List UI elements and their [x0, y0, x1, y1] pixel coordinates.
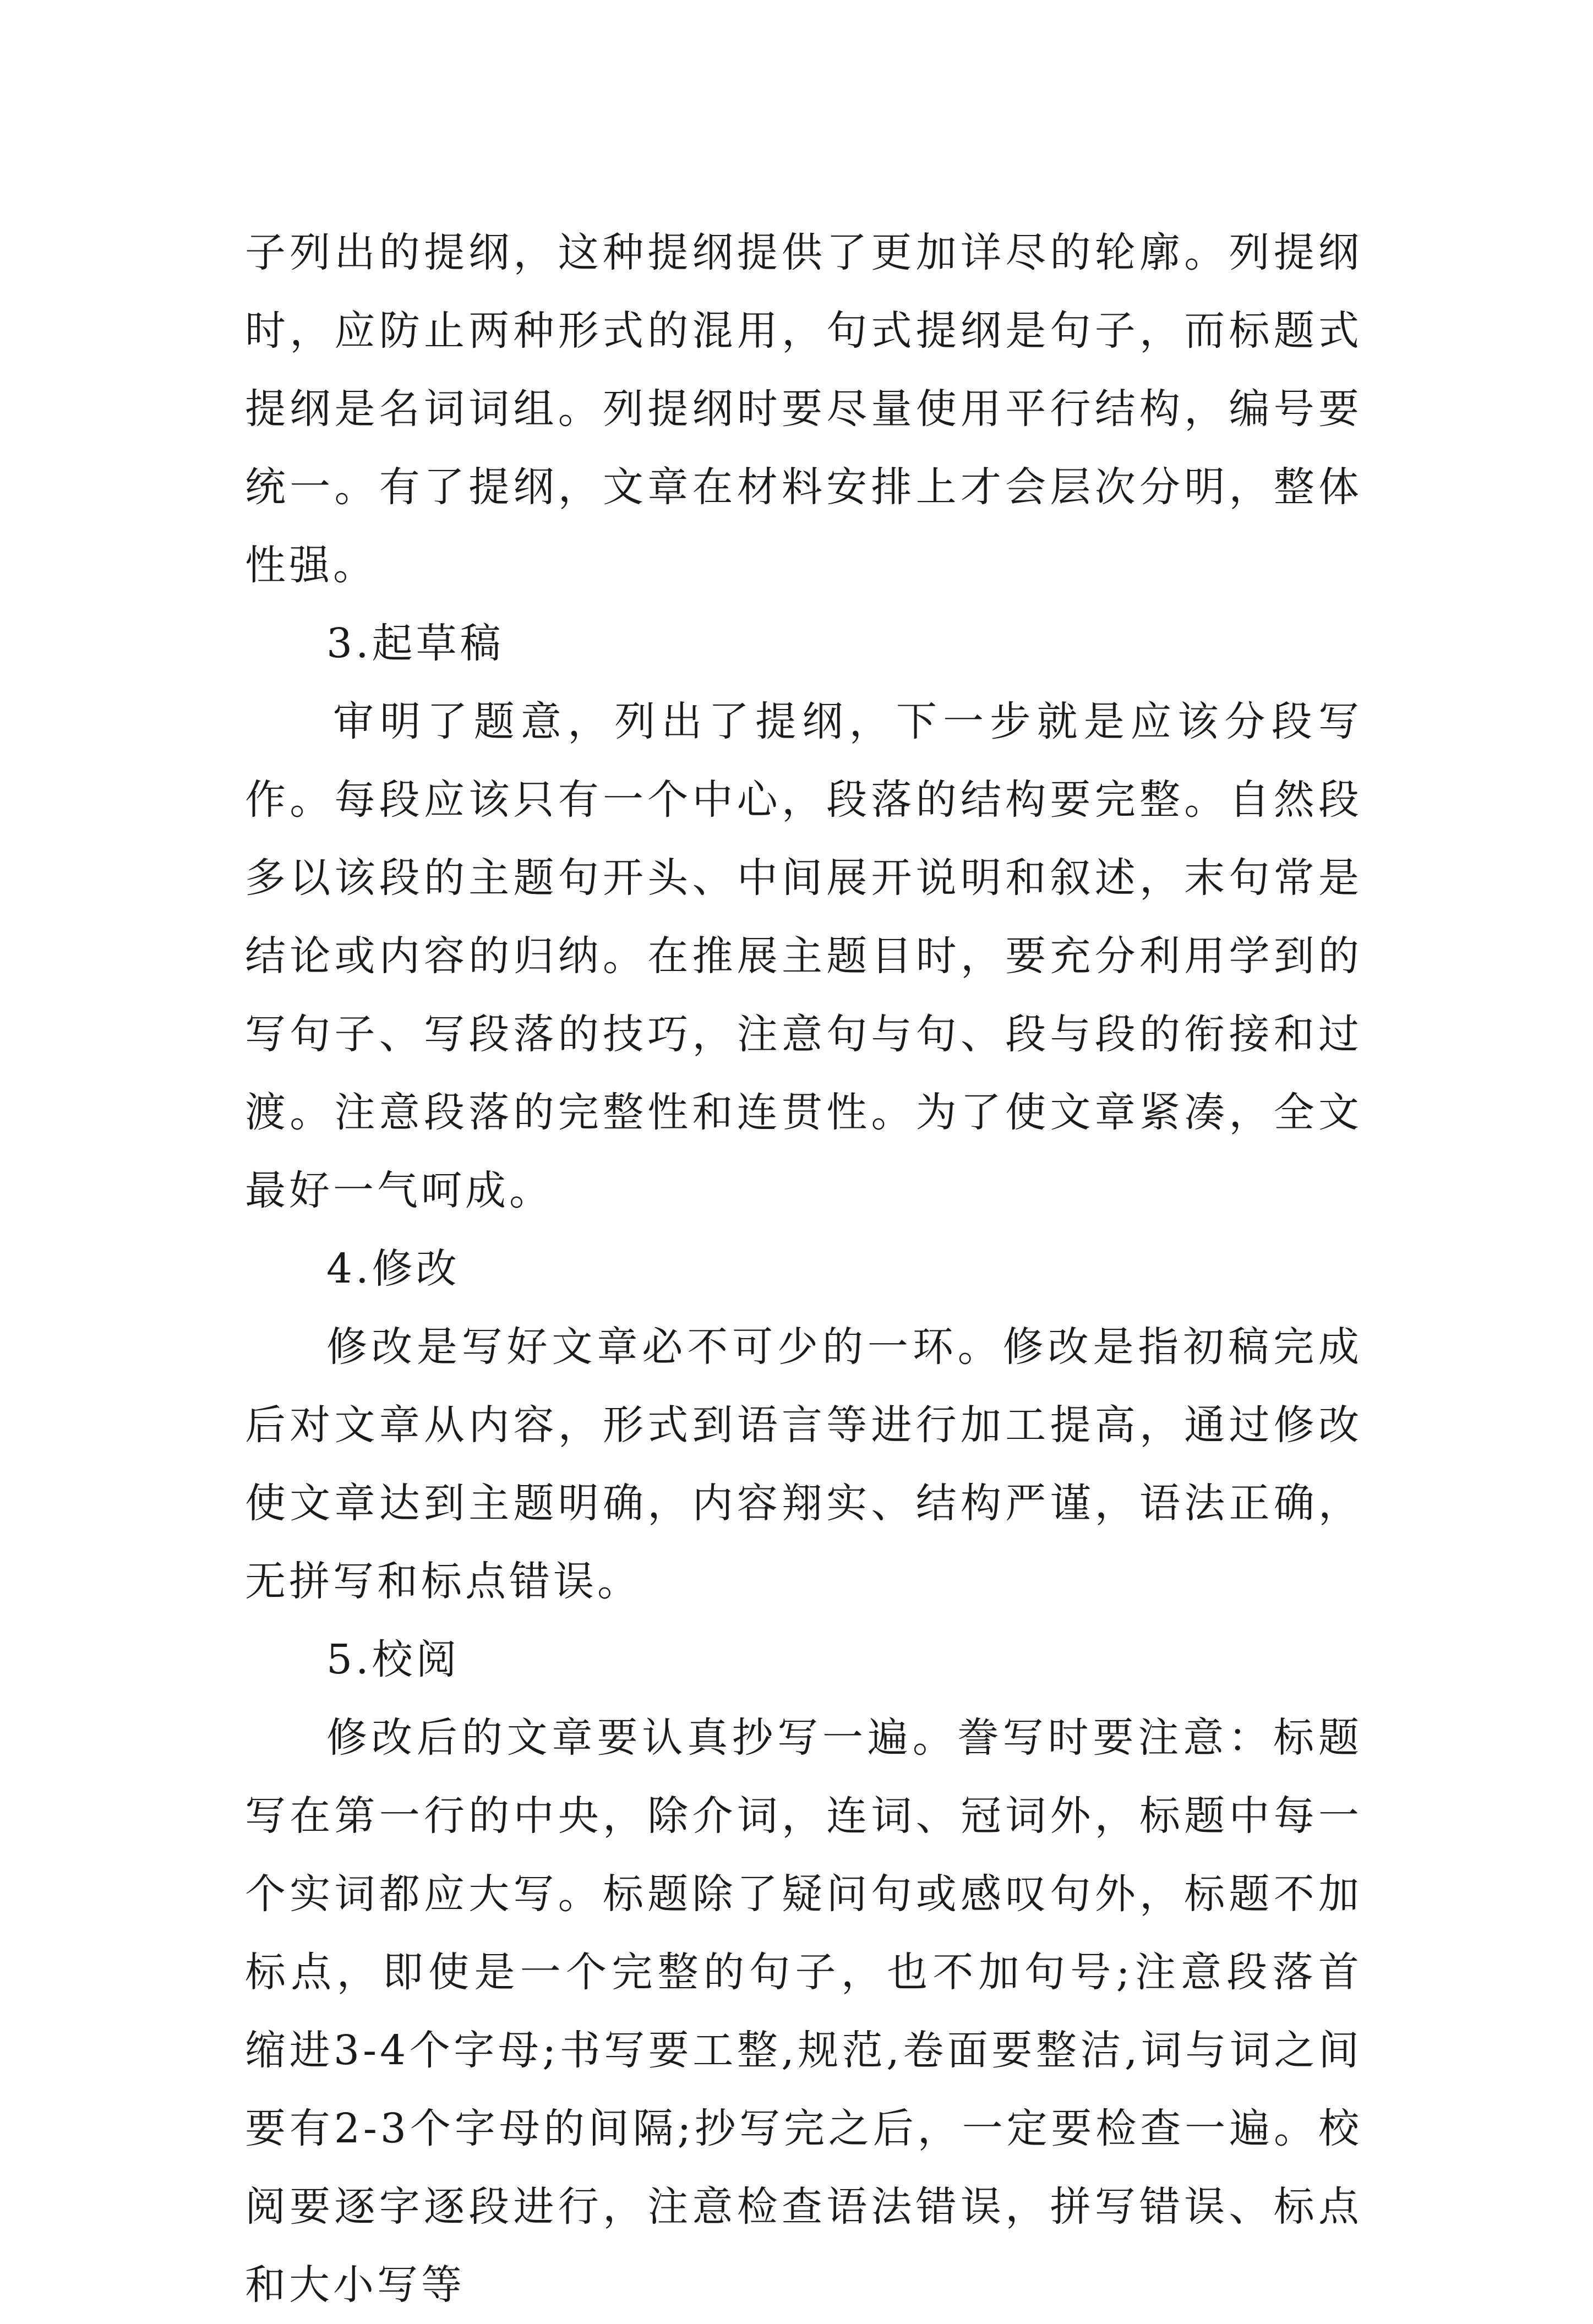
heading-drafting: 3.起草稿 — [326, 620, 504, 667]
paragraph-outline-continued: 子列出的提纲，这种提纲提供了更加详尽的轮廓。列提纲时，应防止两种形式的混用，句式提纲是句子，而标题式提纲是名词词组。列提纲时要尽量使用平行结构，编号要统一。有了提纲，文章在材料安排上才会层次分明，整体性强。 — [245, 229, 1362, 589]
document-body — [245, 214, 1362, 2324]
paragraph-proofreading: 修改后的文章要认真抄写一遍。誊写时要注意：标题写在第一行的中央，除介词，连词、冠词外，标题中每一个实词都应大写。标题除了疑问句或感叹句外，标题不加标点，即使是一个完整的句子，也不加句号;注意段落首缩进3-4个字母;书写要工整,规范,卷面要整洁,词与词之间要有2-3个字母的间隔;抄写完之后，一定要检查一遍。校阅要逐字逐段进行，注意检查语法错误，拼写错误、标点和大小写等 — [245, 1714, 1362, 2309]
paragraph-revision: 修改是写好文章必不可少的一环。修改是指初稿完成后对文章从内容，形式到语言等进行加工提高，通过修改使文章达到主题明确，内容翔实、结构严谨，语法正确，无拼写和标点错误。 — [245, 1323, 1362, 1605]
paragraph-drafting: 审明了题意，列出了提纲，下一步就是应该分段写作。每段应该只有一个中心，段落的结构要完整。自然段多以该段的主题句开头、中间展开说明和叙述，末句常是结论或内容的归纳。在推展主题目时，要充分利用学到的写句子、写段落的技巧，注意句与句、段与段的衔接和过渡。注意段落的完整性和连贯性。为了使文章紧凑，全文最好一气呵成。 — [245, 698, 1362, 1214]
heading-proofreading: 5.校阅 — [326, 1636, 460, 1683]
heading-revision: 4.修改 — [326, 1245, 460, 1292]
